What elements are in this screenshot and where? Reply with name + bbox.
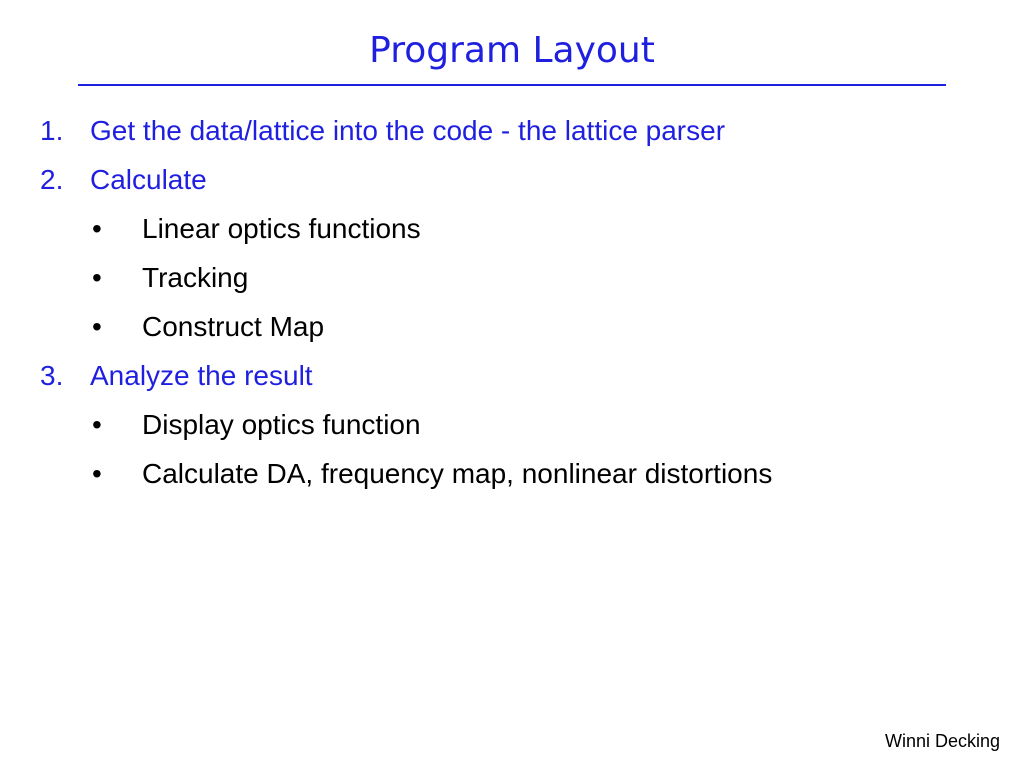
sub-item-text: Calculate DA, frequency map, nonlinear distortions	[142, 458, 773, 489]
bullet-icon: •	[92, 409, 102, 440]
list-item-text: Get the data/lattice into the code - the lattice parser	[90, 115, 726, 146]
sub-item-linear-optics	[0, 204, 1024, 253]
sub-item-text: Display optics function	[142, 409, 421, 440]
bullet-icon: •	[92, 213, 102, 244]
list-item-get-data	[0, 106, 1024, 155]
sub-item-text: Construct Map	[142, 311, 325, 342]
slide-footer-author: Winni Decking	[884, 731, 1000, 751]
sub-item-text: Linear optics functions	[142, 213, 421, 244]
title-divider	[78, 84, 946, 86]
bullet-icon: •	[92, 262, 102, 293]
sub-item-text: Tracking	[142, 262, 249, 293]
sub-item-construct-map	[0, 302, 1024, 351]
bullet-icon: •	[92, 458, 102, 489]
sub-item-calculate-da	[0, 449, 1024, 498]
sub-item-display-optics	[0, 400, 1024, 449]
list-item-text: Calculate	[90, 164, 207, 195]
slide-content	[0, 106, 1024, 498]
list-item-analyze	[0, 351, 1024, 400]
list-number: 3.	[40, 360, 64, 391]
list-item-calculate	[0, 155, 1024, 204]
list-number: 1.	[40, 115, 64, 146]
list-item-text: Analyze the result	[90, 360, 313, 391]
bullet-icon: •	[92, 311, 102, 342]
sub-item-tracking	[0, 253, 1024, 302]
slide-title: Program Layout	[369, 30, 655, 71]
list-number: 2.	[40, 164, 64, 195]
